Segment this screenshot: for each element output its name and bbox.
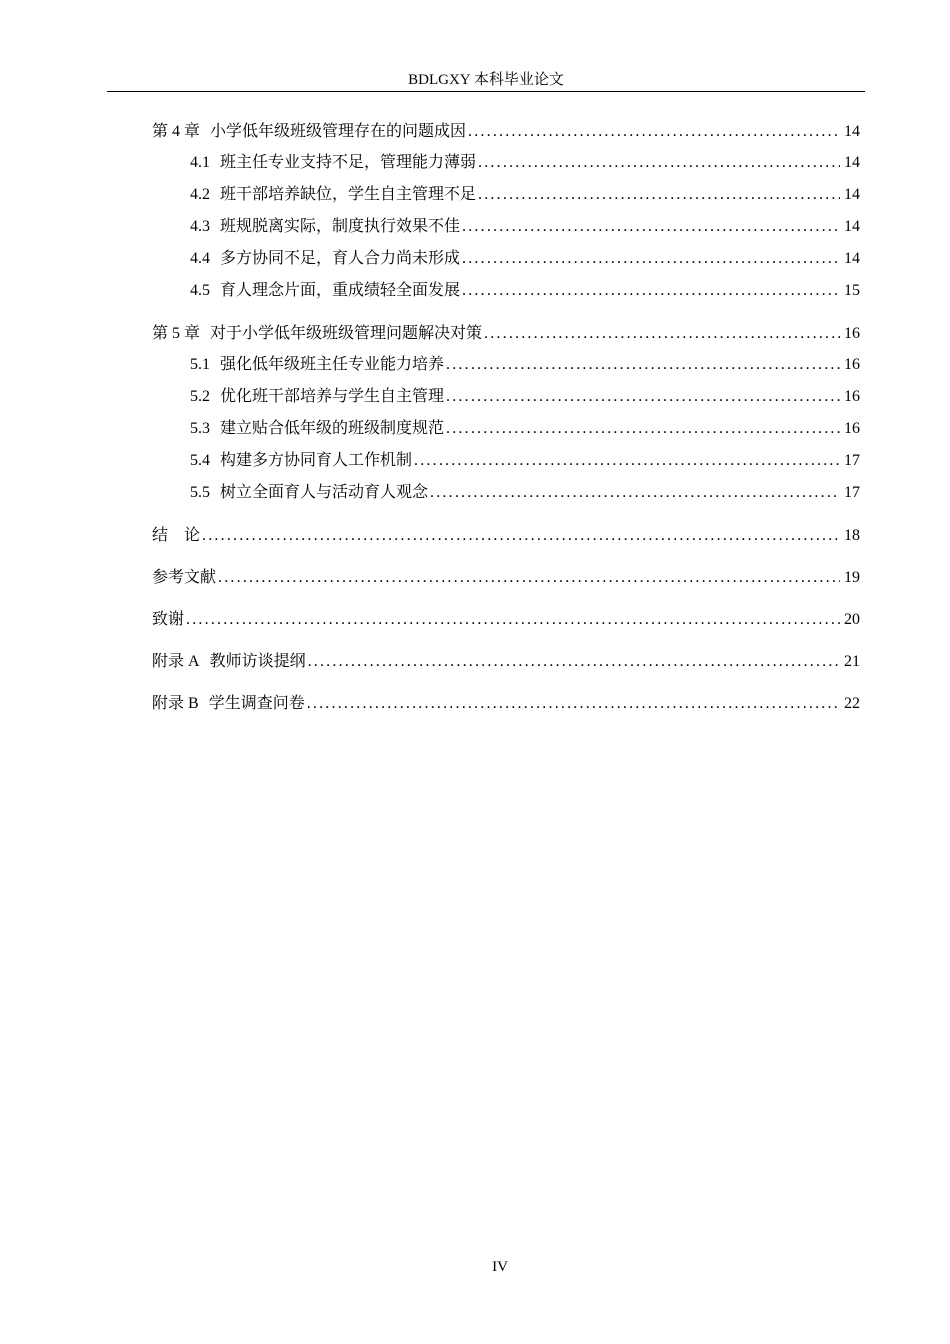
toc-entry-number: 5.4	[190, 452, 210, 469]
toc-entry-title: 树立全面育人与活动育人观念	[220, 484, 429, 501]
toc-entry-title: 学生调查问卷	[208, 693, 305, 712]
toc-entry-page: 22	[844, 695, 860, 712]
toc-entry-title: 多方协同不足，育人合力尚未形成	[220, 250, 461, 267]
header-rule	[107, 91, 865, 92]
toc-entry-section-5-3[interactable]	[152, 417, 860, 449]
toc-entry-title: 构建多方协同育人工作机制	[220, 452, 413, 469]
toc-entry-page: 15	[844, 282, 860, 299]
toc-entry-page: 20	[844, 611, 860, 628]
toc-entry-chapter-5[interactable]	[152, 321, 860, 353]
toc-dot-leader	[478, 151, 840, 175]
toc-entry-page: 14	[844, 123, 860, 140]
toc-entry-page: 16	[844, 420, 860, 437]
toc-dot-leader	[484, 322, 840, 346]
toc-entry-title: 建立贴合低年级的班级制度规范	[220, 420, 445, 437]
toc-entry-section-5-1[interactable]	[152, 353, 860, 385]
page-header: BDLGXY 本科毕业论文	[408, 72, 564, 88]
toc-entry-title: 优化班干部培养与学生自主管理	[220, 388, 445, 405]
toc-entry-page: 16	[844, 356, 860, 373]
toc-dot-leader	[462, 247, 840, 271]
toc-entry-page: 14	[844, 154, 860, 171]
toc-dot-leader	[308, 650, 840, 674]
toc-entry-page: 14	[844, 218, 860, 235]
toc-dot-leader	[462, 215, 840, 239]
toc-dot-leader	[462, 279, 840, 303]
toc-entry-number: 附录 B	[152, 695, 199, 712]
toc-entry-page: 17	[844, 452, 860, 469]
toc-entry-conclusion[interactable]	[152, 523, 860, 555]
toc-entry-number: 4.1	[190, 154, 210, 171]
toc-entry-number: 5.1	[190, 356, 210, 373]
toc-entry-acknowledgements[interactable]	[152, 607, 860, 639]
toc-entry-number: 4.5	[190, 282, 210, 299]
toc-entry-page: 16	[844, 388, 860, 405]
toc-entry-appendix-b[interactable]	[152, 691, 860, 723]
toc-entry-section-4-2[interactable]	[152, 183, 860, 215]
toc-dot-leader	[446, 385, 840, 409]
toc-entry-section-4-4[interactable]	[152, 247, 860, 279]
toc-dot-leader	[446, 353, 840, 377]
table-of-contents	[152, 119, 860, 723]
toc-dot-leader	[218, 566, 840, 590]
toc-entry-number: 5.5	[190, 484, 210, 501]
toc-dot-leader	[202, 524, 840, 548]
toc-entry-page: 16	[844, 325, 860, 342]
toc-entry-title: 对于小学低年级班级管理问题解决对策	[210, 323, 483, 342]
toc-entry-title: 小学低年级班级管理存在的问题成因	[210, 121, 467, 140]
toc-entry-section-5-2[interactable]	[152, 385, 860, 417]
toc-entry-title: 教师访谈提纲	[209, 651, 306, 670]
toc-entry-title: 育人理念片面，重成绩轻全面发展	[220, 282, 461, 299]
toc-entry-title: 结 论	[152, 525, 201, 544]
toc-entry-title: 班规脱离实际，制度执行效果不佳	[220, 218, 461, 235]
toc-entry-title: 强化低年级班主任专业能力培养	[220, 356, 445, 373]
toc-entry-page: 17	[844, 484, 860, 501]
toc-entry-page: 18	[844, 527, 860, 544]
toc-dot-leader	[307, 692, 840, 716]
toc-entry-number: 5.2	[190, 388, 210, 405]
toc-entry-number: 4.4	[190, 250, 210, 267]
toc-entry-section-5-4[interactable]	[152, 449, 860, 481]
toc-entry-title: 班主任专业支持不足，管理能力薄弱	[220, 154, 477, 171]
toc-entry-title: 致谢	[152, 609, 185, 628]
toc-entry-references[interactable]	[152, 565, 860, 597]
toc-entry-number: 4.3	[190, 218, 210, 235]
toc-entry-section-4-5[interactable]	[152, 279, 860, 311]
toc-dot-leader	[478, 183, 840, 207]
toc-entry-page: 21	[844, 653, 860, 670]
toc-dot-leader	[186, 608, 840, 632]
toc-entry-page: 14	[844, 250, 860, 267]
toc-entry-title: 参考文献	[152, 567, 217, 586]
toc-entry-number: 4.2	[190, 186, 210, 203]
toc-dot-leader	[468, 120, 840, 144]
toc-entry-number: 第 5 章	[152, 325, 201, 342]
toc-entry-appendix-a[interactable]	[152, 649, 860, 681]
toc-dot-leader	[430, 481, 840, 505]
toc-entry-section-4-1[interactable]	[152, 151, 860, 183]
toc-entry-title: 班干部培养缺位，学生自主管理不足	[220, 186, 477, 203]
toc-entry-section-5-5[interactable]	[152, 481, 860, 513]
toc-entry-number: 第 4 章	[152, 123, 201, 140]
toc-entry-number: 5.3	[190, 420, 210, 437]
toc-entry-number: 附录 A	[152, 653, 200, 670]
toc-entry-chapter-4[interactable]	[152, 119, 860, 151]
page-number: IV	[492, 1259, 508, 1275]
toc-dot-leader	[414, 449, 840, 473]
toc-entry-page: 19	[844, 569, 860, 586]
toc-entry-section-4-3[interactable]	[152, 215, 860, 247]
toc-dot-leader	[446, 417, 840, 441]
toc-entry-page: 14	[844, 186, 860, 203]
